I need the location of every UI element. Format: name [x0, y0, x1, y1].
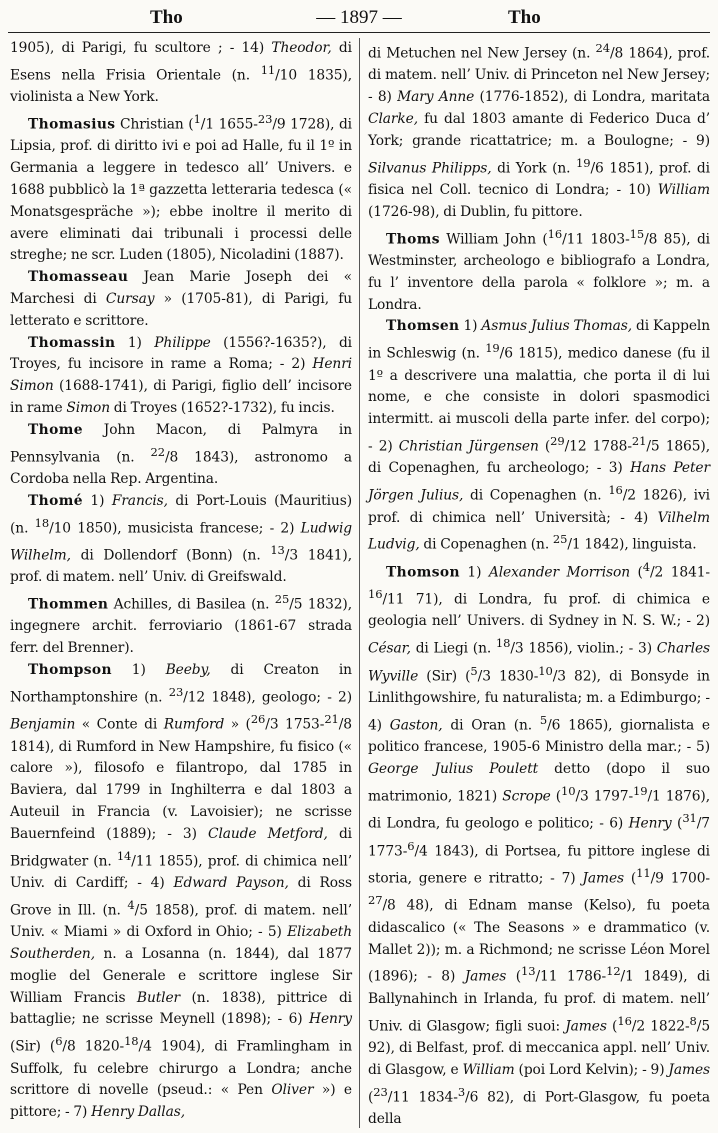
page-number: — 1897 —	[316, 7, 402, 28]
entry-thome-accent: Thomé 1) Francis, di Port-Louis (Mauritius) (n. $^{18}$/10 1850), musicista francese; - 2) Ludwig Wilhelm, di Dollendorf (Bonn) (n. $^{13}$/3 1841), prof. di matem. nell’ Univ. di Greifswald.	[10, 492, 353, 586]
header-rule	[8, 32, 710, 33]
entry-thompson-cont: di Metuchen nel New Jersey (n. $^{24}$/8 1864), prof. di matem. nell’ Univ. di Princeton nel New Jersey; - 8) Mary Anne (1776-1852), di Londra, maritata Clarke, fu dal 1803 amante di Federico Duca d’ York; grande ricattatrice; m. a Boulogne; - 9) Silvanus Philipps, di York (n. $^{19}$/6 1851), prof. di fisica nel Coll. tecnico di Londra; - 10) William (1726-98), di Dublin, fu pittore.	[368, 41, 711, 220]
left-column	[10, 38, 352, 1124]
entry-thomas-cont: 1905), di Parigi, fu scultore ; - 14) Theodor, di Esens nella Frisia Orientale (n. $^{11}$/10 1835), violinista a New York.	[10, 40, 352, 106]
left-guide-word: Tho	[150, 7, 183, 28]
right-column	[368, 38, 710, 1131]
entry-thome: Thome John Macon, di Palmyra in Pennsylvania (n. $^{22}$/8 1843), astronomo a Cordoba nella Rep. Argentina.	[10, 421, 352, 487]
right-guide-word: Tho	[508, 7, 541, 28]
entry-thomassin: Thomassin 1) Philippe (1556?-1635?), di Troyes, fu incisore in rame a Roma; - 2) Henri Simon (1688-1741), di Parigi, figlio dell’ incisore in rame Simon di Troyes (1652?-1732), fu incis.	[10, 334, 352, 416]
entry-thomson: Thomson 1) Alexander Morrison ($^4$/2 1841-$^{16}$/11 71), di Londra, fu prof. di chimica e geologia nell’ Univers. di Sydney in N. S. W.; - 2) César, di Liegi (n. $^{18}$/3 1856), violin.; - 3) Charles Wyville (Sir) ($^5$/3 1830-$^{10}$/3 82), di Bonsyde in Linlithgowshire, fu naturalista; m. a Edimburgo; - 4) Gaston, di Oran (n. $^5$/6 1865), giornalista e politico francese, 1905-6 Ministro della mar.; - 5) George Julius Poulett detto (dopo il suo matrimonio, 1821) Scrope ($^{10}$/3 1797-$^{19}$/1 1876), di Londra, fu geologo e politico; - 6) Henry ($^{31}$/7 1773-$^6$/4 1843), di Portsea, fu pittore inglese di storia, genere e ritratto; - 7) James ($^{11}$/9 1700-$^{27}$/8 48), di Ednam manse (Kelso), fu poeta didascalico (« The Seasons » e drammatico (v. Mallet 2)); m. a Richmond; ne scrisse Léon Morel (1896); - 8) James ($^{13}$/11 1786-$^{12}$/1 1849), di Ballynahinch in Irlanda, fu prof. di matem. nell’ Univ. di Glasgow; figli suoi: James ($^{16}$/2 1822-$^8$/5 92), di Belfast, prof. di meccanica appl. nell’ Univ. di Glasgow, e William (poi Lord Kelvin); - 9) James ($^{23}$/11 1834-$^3$/6 82), di Port-Glasgow, fu poeta della	[368, 559, 711, 1127]
entry-thoms: Thoms William John ($^{16}$/11 1803-$^{15}$/8 85), di Westminster, archeologo e bibliografo a Londra, fu l’ inventore della parola « folklore »; m. a Londra.	[368, 226, 710, 313]
entry-thomsen: Thomsen 1) Asmus Julius Thomas, di Kappeln in Schleswig (n. $^{19}$/6 1815), medico danese (fu il 1º a descrivere una malattia, che porta il di lui nome, e che consiste in dolori spasmodici intermitt. ai muscoli della parte infer. del corpo); - 2) Christian Jürgensen ($^{29}$/12 1788-$^{21}$/5 1865), di Copenaghen, fu archeologo; - 3) Hans Peter Jörgen Julius, di Copenaghen (n. $^{16}$/2 1826), ivi prof. di chimica nell’ Università; - 4) Vilhelm Ludvig, di Copenaghen (n. $^{25}$/1 1842), linguista.	[368, 318, 710, 553]
entry-thomasseau: Thomasseau Jean Marie Joseph dei « Marchesi di Cursay » (1705-81), di Parigi, fu letterato e scrittore.	[10, 269, 352, 329]
entry-thommen: Thommen Achilles, di Basilea (n. $^{25}$/5 1832), ingegnere archit. ferroviario (1861-67 strada ferr. del Brenner).	[10, 592, 352, 657]
column-divider	[359, 38, 360, 1128]
running-head	[0, 4, 718, 32]
entry-thompson: Thompson 1) Beeby, di Creaton in Northamptonshire (n. $^{23}$/12 1848), geologo; - 2) Benjamin « Conte di Rumford » ($^{26}$/3 1753-$^{21}$/8 1814), di Rumford in New Hampshire, fu fisico (« calore »), filosofo e filantropo, dal 1785 in Baviera, dal 1799 in Inghilterra e dal 1803 a Auteuil in Francia (v. Lavoisier); ne scrisse Bauernfeind (1889); - 3) Claude Metford, di Bridgwater (n. $^{14}$/11 1855), prof. di chimica nell’ Univ. di Cardiff; - 4) Edward Payson, di Ross Grove in Ill. (n. $^4$/5 1858), prof. di matem. nell’ Univ. « Miami » di Oxford in Ohio; - 5) Elizabeth Southerden, n. a Losanna (n. 1844), dal 1877 moglie del Generale e scrittore inglese Sir William Francis Butler (n. 1838), pittrice di battaglie; ne scrisse Meynell (1898); - 6) Henry (Sir) ($^6$/8 1820-$^{18}$/4 1904), di Framlingham in Suffolk, fu celebre chirurgo a Londra; anche scrittore di novelle (pseud.: « Pen Oliver ») e pittore; - 7) Henry Dallas,	[10, 662, 352, 1121]
entry-thomasius: Thomasius Christian ($^1$/1 1655-$^{23}$/9 1728), di Lipsia, prof. di diritto ivi e poi ad Halle, fu il 1º in Germania a leggere in tedesco all’ Univers. e 1688 pubblicò la 1ª gazzetta letteraria tedesca (« Monatsgespräche »); ebbe inoltre il merito di avere eliminati dai tribunali i processi delle streghe; ne scr. Luden (1805), Nicoladini (1887).	[10, 111, 352, 264]
